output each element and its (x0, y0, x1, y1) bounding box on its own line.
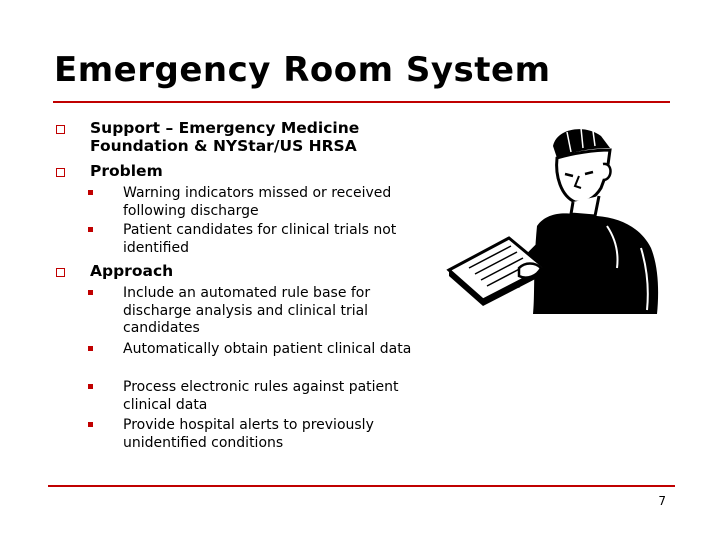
sub-bullet-text: Provide hospital alerts to previously unidentified conditions (123, 417, 374, 451)
filled-square-bullet-icon (88, 346, 93, 351)
footer-divider (48, 485, 675, 487)
hollow-square-bullet-icon (56, 125, 65, 134)
sub-bullet-text: Warning indicators missed or received following discharge (123, 185, 392, 219)
bullet-problem-text: Problem (90, 162, 163, 180)
slide-title: Emergency Room System (54, 50, 551, 90)
hollow-square-bullet-icon (56, 168, 65, 177)
bullet-support-text: Support – Emergency Medicine Foundation & NYStar/US HRSA (90, 119, 360, 155)
sub-bullet-text: Process electronic rules against patient clinical data (123, 379, 399, 413)
filled-square-bullet-icon (88, 384, 93, 389)
bullet-approach-text: Approach (90, 262, 174, 280)
page-number: 7 (658, 494, 666, 508)
filled-square-bullet-icon (88, 190, 93, 195)
filled-square-bullet-icon (88, 290, 93, 295)
hollow-square-bullet-icon (56, 268, 65, 277)
filled-square-bullet-icon (88, 227, 93, 232)
sub-bullet-text: Patient candidates for clinical trials not identified (123, 222, 397, 256)
sub-bullet-text: Include an automated rule base for discharge analysis and clinical trial candidates (123, 285, 371, 336)
filled-square-bullet-icon (88, 422, 93, 427)
title-divider (53, 101, 670, 103)
sub-bullet-text: Automatically obtain patient clinical data (123, 341, 412, 357)
doctor-reading-chart-icon (445, 118, 670, 318)
